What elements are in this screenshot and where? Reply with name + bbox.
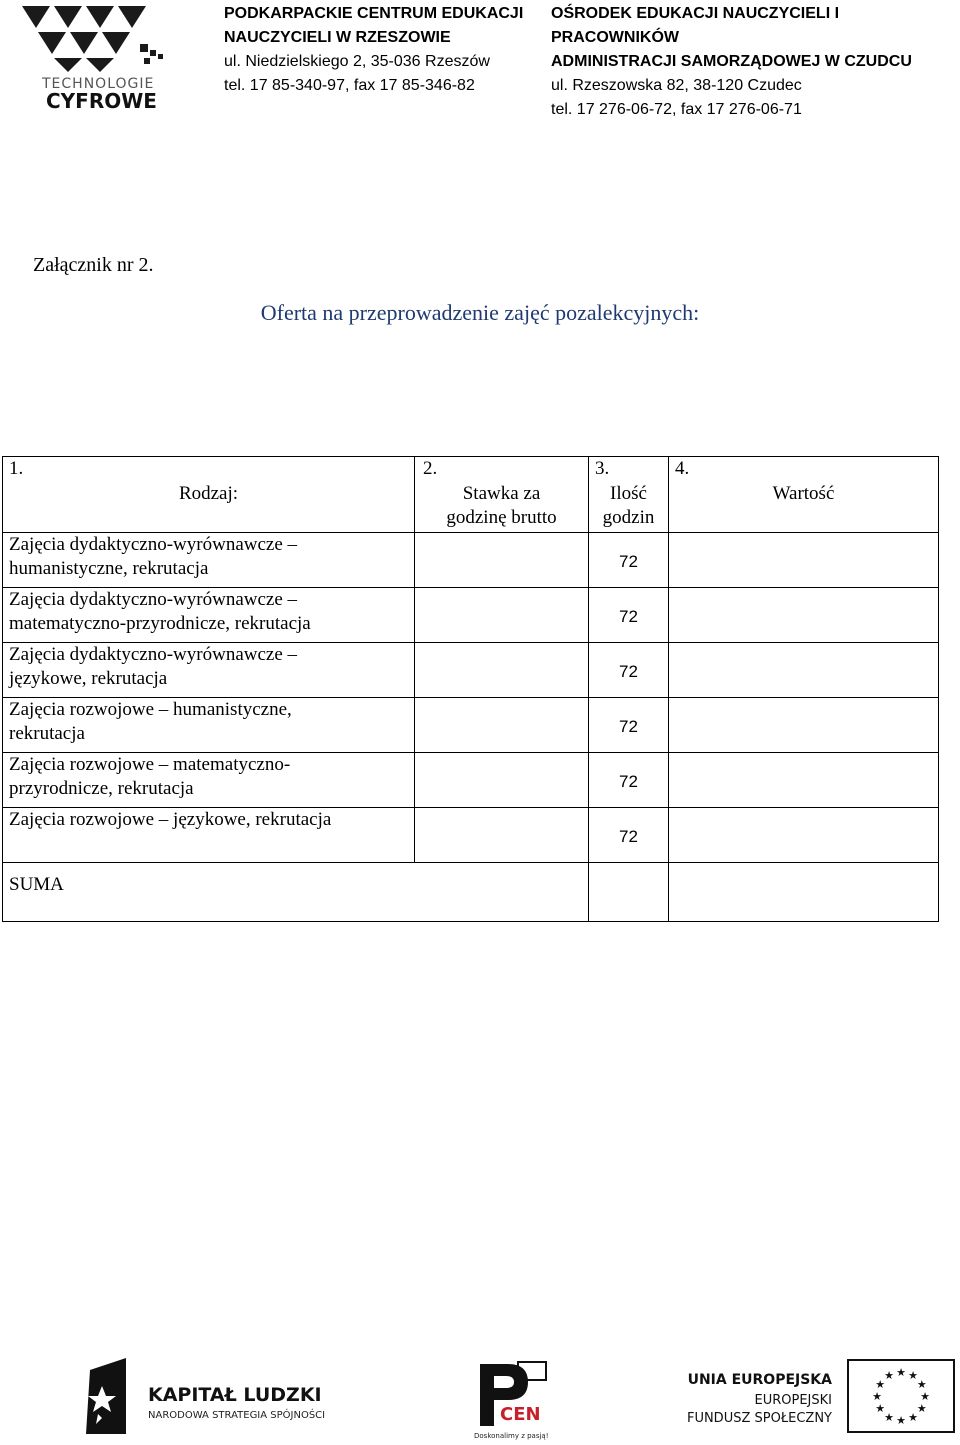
row-type bbox=[3, 698, 415, 753]
row-hours: 72 bbox=[589, 753, 669, 808]
eu-logo bbox=[682, 1356, 957, 1436]
row-rate bbox=[415, 533, 589, 588]
right-address: ul. Rzeszowska 82, 38-120 Czudec bbox=[551, 77, 802, 94]
row-rate bbox=[415, 698, 589, 753]
row-type-line2: rekrutacja bbox=[9, 723, 85, 744]
row-rate bbox=[415, 808, 589, 863]
table-row bbox=[3, 533, 939, 588]
header-rate-line1: Stawka za bbox=[462, 483, 541, 504]
row-type-line1: Zajęcia dydaktyczno-wyrównawcze – bbox=[9, 534, 298, 555]
header-type bbox=[3, 482, 415, 533]
row-value bbox=[669, 533, 939, 588]
kl-title: KAPITAŁ LUDZKI bbox=[148, 1384, 322, 1406]
eu-line3: FUNDUSZ SPOŁECZNY bbox=[686, 1411, 832, 1426]
column-numbers-row bbox=[3, 457, 939, 483]
row-value bbox=[669, 643, 939, 698]
header-type-label: Rodzaj: bbox=[178, 483, 239, 504]
row-type bbox=[3, 588, 415, 643]
header-left-institution bbox=[224, 2, 544, 98]
row-type-line2: językowe, rekrutacja bbox=[9, 668, 168, 689]
sum-label: SUMA bbox=[3, 863, 589, 922]
sum-row bbox=[3, 863, 939, 922]
table-row bbox=[3, 808, 939, 863]
header-hours bbox=[589, 482, 669, 533]
column-number: 4. bbox=[669, 457, 939, 483]
row-hours: 72 bbox=[589, 588, 669, 643]
row-hours: 72 bbox=[589, 698, 669, 753]
eu-star-icon: ★ bbox=[896, 1366, 906, 1379]
technologie-cyfrowe-logo bbox=[20, 4, 180, 114]
eu-star-icon: ★ bbox=[920, 1390, 930, 1403]
eu-star-icon: ★ bbox=[896, 1414, 906, 1427]
header-hours-line1: Ilość bbox=[610, 483, 647, 504]
eu-star-icon: ★ bbox=[884, 1410, 894, 1424]
eu-star-icon: ★ bbox=[875, 1402, 886, 1415]
row-hours: 72 bbox=[589, 808, 669, 863]
eu-line1: UNIA EUROPEJSKA bbox=[687, 1372, 832, 1388]
kl-subtitle: NARODOWA STRATEGIA SPÓJNOŚCI bbox=[148, 1410, 326, 1421]
header-rate-line2: godzinę brutto bbox=[446, 507, 557, 528]
right-name-line2: ADMINISTRACJI SAMORZĄDOWEJ W CZUDCU bbox=[551, 53, 912, 70]
row-type-line1: Zajęcia dydaktyczno-wyrównawcze – bbox=[9, 644, 298, 665]
page-title: Oferta na przeprowadzenie zajęć pozalekcyjnych: bbox=[260, 300, 700, 325]
row-type-line1: Zajęcia dydaktyczno-wyrównawcze – bbox=[9, 589, 298, 610]
column-number: 2. bbox=[415, 457, 589, 483]
row-type-line1: Zajęcia rozwojowe – językowe, rekrutacja bbox=[9, 809, 332, 830]
table-row bbox=[3, 753, 939, 808]
row-type-line1: Zajęcia rozwojowe – matematyczno- bbox=[9, 754, 291, 775]
row-type bbox=[3, 808, 415, 863]
left-name-line1: PODKARPACKIE CENTRUM EDUKACJI bbox=[224, 5, 524, 22]
row-value bbox=[669, 808, 939, 863]
sum-value bbox=[669, 863, 939, 922]
logo-top-text: TECHNOLOGIE bbox=[42, 76, 155, 92]
left-address: ul. Niedzielskiego 2, 35-036 Rzeszów bbox=[224, 53, 490, 70]
sum-hours bbox=[589, 863, 669, 922]
row-rate bbox=[415, 643, 589, 698]
annex-label: Załącznik nr 2. bbox=[33, 254, 154, 276]
row-rate bbox=[415, 588, 589, 643]
eu-star-icon: ★ bbox=[872, 1390, 882, 1403]
row-type bbox=[3, 643, 415, 698]
pcen-logo bbox=[472, 1356, 554, 1440]
row-value bbox=[669, 698, 939, 753]
offer-table bbox=[2, 456, 939, 922]
left-name-line2: NAUCZYCIELI W RZESZOWIE bbox=[224, 29, 451, 46]
header-value bbox=[669, 482, 939, 533]
right-phone: tel. 17 276-06-72, fax 17 276-06-71 bbox=[551, 101, 802, 118]
pcen-text: CEN bbox=[500, 1404, 541, 1425]
eu-star-icon: ★ bbox=[908, 1369, 918, 1383]
row-type-line1: Zajęcia rozwojowe – humanistyczne, bbox=[9, 699, 292, 720]
kapital-ludzki-logo bbox=[80, 1356, 340, 1436]
eu-star-icon: ★ bbox=[875, 1378, 886, 1391]
row-type bbox=[3, 753, 415, 808]
logo-bottom-text: CYFROWE bbox=[46, 89, 157, 113]
row-rate bbox=[415, 753, 589, 808]
header-right-institution bbox=[551, 2, 956, 122]
row-hours: 72 bbox=[589, 533, 669, 588]
eu-star-icon: ★ bbox=[916, 1378, 927, 1391]
right-name-line1: OŚRODEK EDUKACJI NAUCZYCIELI I PRACOWNIKÓW bbox=[551, 5, 840, 46]
row-type-line2: przyrodnicze, rekrutacja bbox=[9, 778, 194, 799]
column-number: 3. bbox=[589, 457, 669, 483]
eu-line2: EUROPEJSKI bbox=[754, 1393, 832, 1408]
row-type-line2: matematyczno-przyrodnicze, rekrutacja bbox=[9, 613, 311, 634]
eu-star-icon: ★ bbox=[908, 1410, 918, 1424]
header-rate bbox=[415, 482, 589, 533]
pcen-slogan: Doskonalimy z pasją! bbox=[474, 1432, 549, 1440]
column-number: 1. bbox=[3, 457, 415, 483]
table-row bbox=[3, 588, 939, 643]
left-phone: tel. 17 85-340-97, fax 17 85-346-82 bbox=[224, 77, 475, 94]
eu-star-icon: ★ bbox=[916, 1402, 927, 1415]
header-hours-line2: godzin bbox=[602, 507, 655, 528]
row-value bbox=[669, 588, 939, 643]
row-hours: 72 bbox=[589, 643, 669, 698]
row-value bbox=[669, 753, 939, 808]
row-type bbox=[3, 533, 415, 588]
header-row bbox=[3, 482, 939, 533]
table-row bbox=[3, 698, 939, 753]
row-type-line2: humanistyczne, rekrutacja bbox=[9, 558, 209, 579]
table-row bbox=[3, 643, 939, 698]
header-value-label: Wartość bbox=[772, 483, 835, 504]
eu-star-icon: ★ bbox=[884, 1369, 894, 1383]
